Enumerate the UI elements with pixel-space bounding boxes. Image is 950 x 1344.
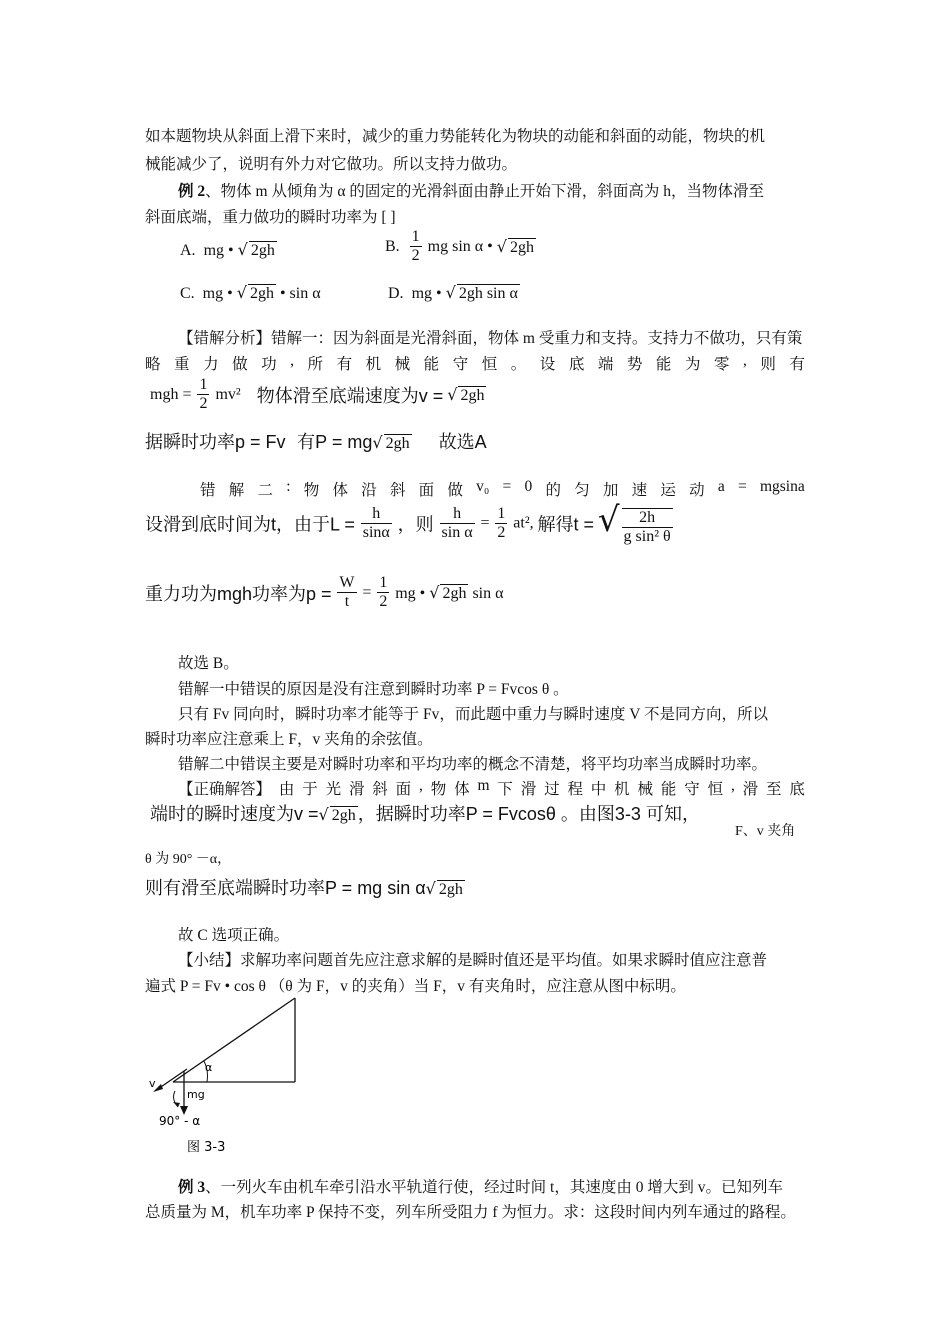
wrong-solution-2-line: 错 解 二 : 物 体 沿 斜 面 做 v₀ = 0 的 匀 加 速 运 动 a = mgsina (200, 478, 805, 499)
reason-3: 错解二中错误主要是对瞬时功率和平均功率的概念不清楚，将平均功率当成瞬时功率。 (178, 756, 768, 773)
summary-header: 【小结】 (178, 952, 241, 969)
example-3-label: 例 3 (178, 1179, 206, 1196)
correct-line-1: 【正确解答】 由 于 光 滑 斜 面 , 物 体 m 下 滑 过 程 中 机 械 能 守 恒 , 滑 至 底 (178, 777, 805, 798)
example-2-line-1 (178, 179, 764, 201)
example-2-text: 、物体 m 从倾角为 α 的固定的光滑斜面由静止开始下滑，斜面高为 h，当物体滑至 (205, 183, 764, 200)
summary-line-1: 【小结】求解功率问题首先应注意求解的是瞬时值还是平均值。如果求瞬时值应注意普 (178, 952, 768, 969)
reason-1: 错解一中错误的原因是没有注意到瞬时功率 P = Fvcos θ 。 (178, 681, 569, 698)
correct-conclusion: 故 C 选项正确。 (178, 927, 290, 944)
figure-3-3 (145, 995, 310, 1160)
example-2-line-2: 斜面底端，重力做功的瞬时功率为 [ ] (145, 209, 396, 226)
velocity-label: v (149, 1077, 156, 1090)
summary-line-2: 遍式 P = Fv • cos θ （θ 为 F，v 的夹角）当 F，v 有夹角时，应注意从图中标明。 (145, 978, 686, 995)
example-2-label: 例 2 (178, 183, 206, 200)
reason-2-line-2: 瞬时功率应注意乘上 F，v 夹角的余弦值。 (145, 731, 433, 748)
option-c: C. mg • √ 2gh • sin α (180, 283, 321, 302)
wrong-analysis-header: 【错解分析】 (178, 330, 272, 347)
mg-label: mg (187, 1088, 205, 1101)
time-equation: 设滑到底时间为t，由于L = $\frac{h}{\sin\alpha}$ ，则 $\frac{h}{\text{sin α}}$ = $\frac{1}{2}$ at², 解得t = √ $\frac{2h}{\text{g sin² θ}}$ (145, 500, 671, 546)
alpha-label: α (205, 1061, 213, 1074)
option-b: B. $\frac{1}{2}$ mg sin α • √ 2gh (385, 228, 534, 265)
option-a: A. mg • √ 2gh (180, 240, 275, 259)
angle-arc-head (173, 1102, 180, 1107)
correct-header: 【正确解答】 (178, 781, 272, 798)
energy-equation: mgh = $\frac{1}{2}$ mv² 物体滑至底端速度为v = √ 2gh (150, 376, 485, 413)
intro-line-2: 械能减少了，说明有外力对它做功。所以支持力做功。 (145, 156, 518, 173)
example-3-line-1: 例 3、一列火车由机车牵引沿水平轨道行使，经过时间 t，其速度由 0 增大到 v。已知列车 (178, 1179, 783, 1196)
figure-caption: 图 3-3 (187, 1140, 226, 1155)
wrong-analysis-line-1: 【错解分析】错解一：因为斜面是光滑斜面，物体 m 受重力和支持。支持力不做功，只有策 (178, 330, 803, 347)
correct-line-4: 则有滑至底端瞬时功率P = mg sin α√ 2gh (145, 878, 463, 898)
gravity-power-equation: 重力功为mgh功率为p = $\frac{W}{t}$ = $\frac{1}{2}$ mg • √ 2gh sin α (145, 574, 504, 611)
intro-line-1: 如本题物块从斜面上滑下来时，减少的重力势能转化为物块的动能和斜面的动能，物块的机 (145, 128, 766, 145)
example-3-line-2: 总质量为 M，机车功率 P 保持不变，列车所受阻力 f 为恒力。求：这段时间内列车通过的路程。 (145, 1204, 796, 1221)
reason-2-line-1: 只有 Fv 同向时，瞬时功率才能等于 Fv，而此题中重力与瞬时速度 V 不是同方向，所以 (178, 706, 769, 723)
correct-line-3: θ 为 90° －α， (145, 852, 232, 867)
wrong-analysis-line-2: 略 重 力 做 功 , 所 有 机 械 能 守 恒 。 设 底 端 势 能 为 零 , 则 有 (145, 352, 805, 373)
choose-b: 故选 B。 (178, 655, 239, 672)
incline-triangle (173, 998, 295, 1082)
power-equation: 据瞬时功率p = Fv 有P = mg√ 2gh 故选A (145, 432, 487, 452)
angle-label: 90° - α (159, 1114, 201, 1128)
correct-line-2-tail: F、v 夹角 (735, 824, 796, 839)
option-d: D. mg • √ 2gh sin α (388, 283, 518, 302)
velocity-arrow (153, 1069, 187, 1092)
correct-line-2: 端时的瞬时速度为v =√ 2gh ，据瞬时功率P = Fvcosθ 。由图3-3 可知， (150, 804, 700, 824)
